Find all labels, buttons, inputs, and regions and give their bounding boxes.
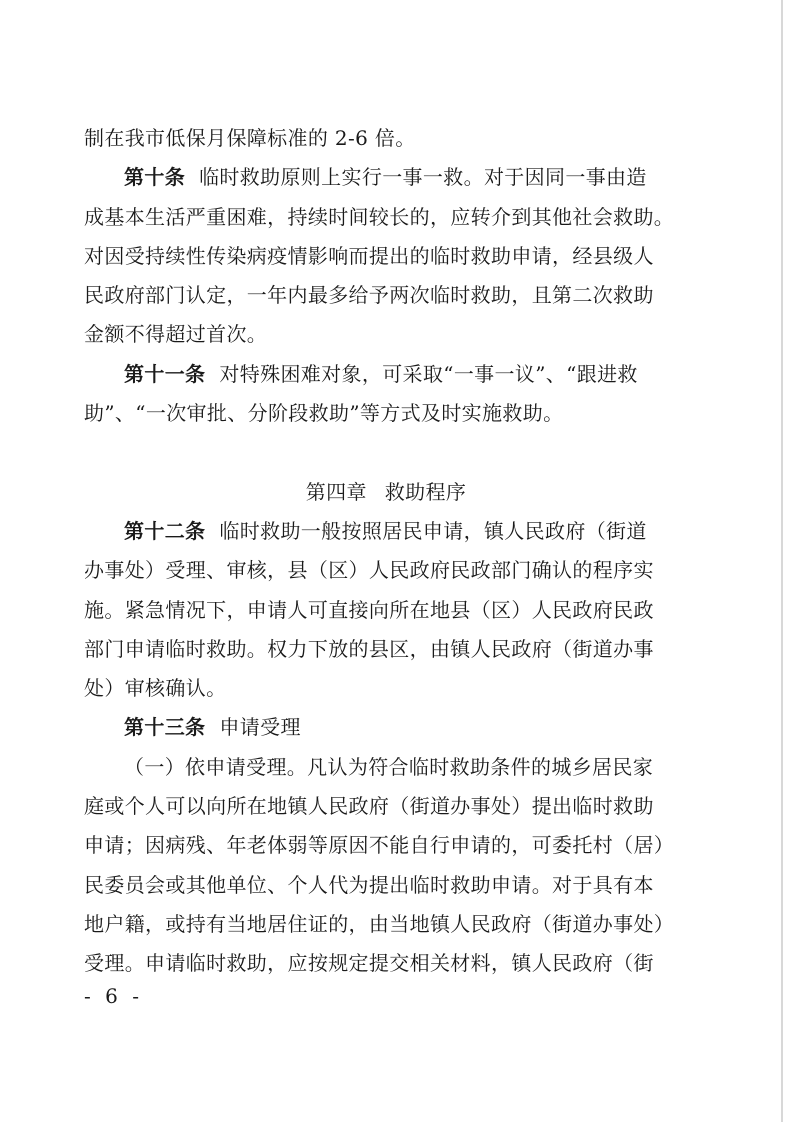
page-edge-line [781, 0, 783, 1122]
text-line: 庭或个人可以向所在地镇人民政府（街道办事处）提出临时救助 [84, 794, 654, 819]
text-line: 制在我市低保月保障标准的 2-6 倍。 [84, 126, 416, 150]
text-line: 地户籍，或持有当地居住证的，由当地镇人民政府（街道办事处） [84, 911, 675, 936]
text-line: 助”、“一次审批、分阶段救助”等方式及时实施救助。 [84, 401, 564, 426]
article-heading: 第十三条 [124, 715, 206, 740]
text-line: 民委员会或其他单位、个人代为提出临时救助申请。对于具有本 [84, 872, 654, 897]
article-text: 临时救助一般按照居民申请，镇人民政府（街道 [219, 518, 647, 543]
chapter-heading [84, 479, 688, 504]
article-text: 对特殊困难对象，可采取“一事一议”、“跟进救 [219, 361, 638, 386]
article-heading: 第十一条 [124, 361, 206, 386]
article-heading: 第十条 [124, 165, 186, 190]
text-line: 申请；因病残、年老体弱等原因不能自行申请的，可委托村（居） [84, 833, 675, 858]
text-line: （一）依申请受理。凡认为符合临时救助条件的城乡居民家 [124, 754, 654, 779]
article-text: 临时救助原则上实行一事一救。对于因同一事由造 [199, 165, 647, 190]
article-heading: 第十二条 [124, 518, 206, 543]
article-line [84, 361, 688, 386]
text-line: 成基本生活严重困难，持续时间较长的，应转介到其他社会救助。 [84, 204, 675, 229]
article-text: 申请受理 [219, 715, 301, 740]
chapter-number: 第四章 [305, 479, 367, 504]
text-line: 处）审核确认。 [84, 676, 227, 701]
chapter-title: 救助程序 [384, 479, 467, 504]
text-line: 部门申请临时救助。权力下放的县区，由镇人民政府（街道办事 [84, 636, 654, 661]
text-line: 受理。申请临时救助，应按规定提交相关材料，镇人民政府（街 [84, 951, 654, 976]
section-spacer [84, 442, 688, 481]
text-line: 施。紧急情况下，申请人可直接向所在地县（区）人民政府民政 [84, 597, 654, 622]
text-line: 民政府部门认定，一年内最多给予两次临时救助，且第二次救助 [84, 283, 654, 308]
article-line [84, 715, 688, 740]
text-line: 办事处）受理、审核，县（区）人民政府民政部门确认的程序实 [84, 558, 654, 583]
article-line [84, 518, 688, 543]
text-line: 金额不得超过首次。 [84, 322, 268, 347]
document-body [84, 128, 688, 993]
text-line: 对因受持续性传染病疫情影响而提出的临时救助申请，经县级人 [84, 243, 654, 268]
page-number: - 6 - [84, 984, 143, 1008]
article-line [84, 165, 688, 190]
